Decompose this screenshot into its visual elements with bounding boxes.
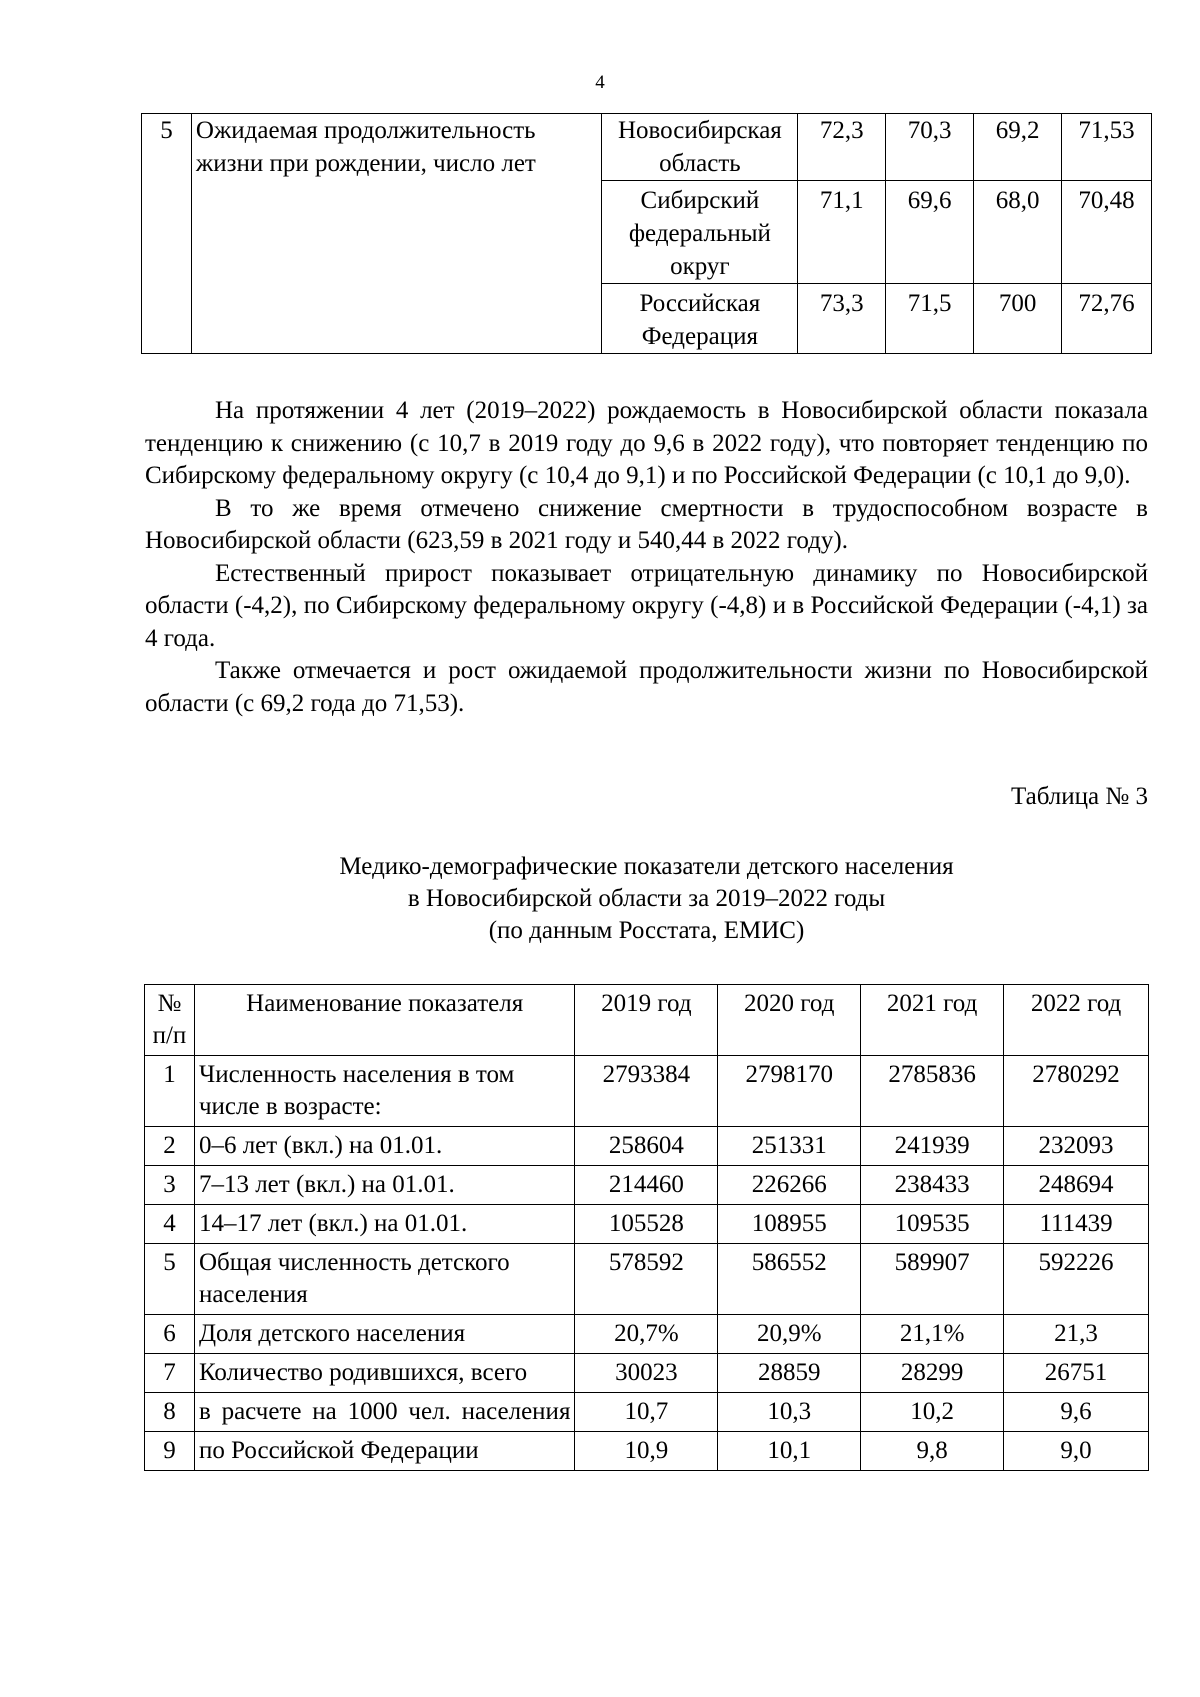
value-cell: 10,2 xyxy=(861,1393,1004,1432)
life-expectancy-table xyxy=(141,113,1152,354)
value-cell: 9,0 xyxy=(1004,1432,1149,1471)
value-cell: 2785836 xyxy=(861,1056,1004,1127)
value-cell: 10,3 xyxy=(718,1393,861,1432)
value-cell: 700 xyxy=(974,284,1062,354)
table-row xyxy=(142,114,1152,181)
row-number: 7 xyxy=(145,1354,195,1393)
value-cell: 226266 xyxy=(718,1166,861,1205)
region-cell: Сибирский федеральный округ xyxy=(602,181,798,284)
region-cell: Российская Федерация xyxy=(602,284,798,354)
paragraph: На протяжении 4 лет (2019–2022) рождаемость в Новосибирской области показала тенденцию к снижению (с 10,7 в 2019 году до 9,6 в 2022 году), что повторяет тенденцию по Сибирскому федеральному округу (с 10,4 до 9,1) и по Российской Федерации (с 10,1 до 9,0). xyxy=(145,397,1148,489)
indicator-name: Численность населения в том числе в возрасте: xyxy=(194,1056,574,1127)
value-cell: 71,1 xyxy=(798,181,886,284)
value-cell: 21,3 xyxy=(1004,1315,1149,1354)
value-cell: 71,53 xyxy=(1062,114,1152,181)
child-demographics-table xyxy=(144,984,1149,1471)
table-row xyxy=(145,1354,1149,1393)
indicator-name-text: в расчете на 1000 чел. населения xyxy=(198,1398,571,1425)
value-cell: 10,7 xyxy=(575,1393,718,1432)
table-row xyxy=(145,1205,1149,1244)
caption-line: в Новосибирской области за 2019–2022 годы xyxy=(407,885,886,912)
value-cell: 2780292 xyxy=(1004,1056,1149,1127)
row-number: 6 xyxy=(145,1315,195,1354)
value-cell: 68,0 xyxy=(974,181,1062,284)
value-cell: 70,48 xyxy=(1062,181,1152,284)
value-cell: 214460 xyxy=(575,1166,718,1205)
value-cell: 10,9 xyxy=(575,1432,718,1471)
row-number: 4 xyxy=(145,1205,195,1244)
value-cell: 578592 xyxy=(575,1244,718,1315)
value-cell: 26751 xyxy=(1004,1354,1149,1393)
indicator-name: 7–13 лет (вкл.) на 01.01. xyxy=(194,1166,574,1205)
column-header-name: Наименование показателя xyxy=(194,985,574,1056)
value-cell: 586552 xyxy=(718,1244,861,1315)
column-header-year: 2021 год xyxy=(861,985,1004,1056)
table-row xyxy=(145,1166,1149,1205)
table-row xyxy=(145,1393,1149,1432)
value-cell: 9,6 xyxy=(1004,1393,1149,1432)
value-cell: 69,6 xyxy=(886,181,974,284)
indicator-name: Ожидаемая продолжительность жизни при рождении, число лет xyxy=(191,114,601,354)
indicator-name: 14–17 лет (вкл.) на 01.01. xyxy=(194,1205,574,1244)
indicator-name: по Российской Федерации xyxy=(194,1432,574,1471)
table-row xyxy=(145,1315,1149,1354)
value-cell: 248694 xyxy=(1004,1166,1149,1205)
value-cell: 71,5 xyxy=(886,284,974,354)
value-cell: 2793384 xyxy=(575,1056,718,1127)
column-header-num: № п/п xyxy=(145,985,195,1056)
region-cell: Новосибирская область xyxy=(602,114,798,181)
indicator-name: 0–6 лет (вкл.) на 01.01. xyxy=(194,1127,574,1166)
row-number: 2 xyxy=(145,1127,195,1166)
value-cell: 21,1% xyxy=(861,1315,1004,1354)
paragraph: Естественный прирост показывает отрицательную динамику по Новосибирской области (-4,2), по Сибирскому федеральному округу (-4,8) и в Российской Федерации (-4,1) за 4 года. xyxy=(145,559,1148,652)
table-caption xyxy=(145,851,1148,947)
row-number: 9 xyxy=(145,1432,195,1471)
indicator-name xyxy=(194,1393,574,1432)
value-cell: 232093 xyxy=(1004,1127,1149,1166)
row-number: 3 xyxy=(145,1166,195,1205)
value-cell: 9,8 xyxy=(861,1432,1004,1471)
value-cell: 258604 xyxy=(575,1127,718,1166)
value-cell: 111439 xyxy=(1004,1205,1149,1244)
value-cell: 589907 xyxy=(861,1244,1004,1315)
row-number: 8 xyxy=(145,1393,195,1432)
value-cell: 10,1 xyxy=(718,1432,861,1471)
page-number: 4 xyxy=(595,72,605,93)
caption-line: Медико-демографические показатели детского населения xyxy=(339,853,954,880)
value-cell: 28299 xyxy=(861,1354,1004,1393)
body-text xyxy=(145,395,1148,720)
paragraph: В то же время отмечено снижение смертности в трудоспособном возрасте в Новосибирской области (623,59 в 2021 году и 540,44 в 2022 году). xyxy=(145,494,1148,554)
value-cell: 251331 xyxy=(718,1127,861,1166)
value-cell: 72,3 xyxy=(798,114,886,181)
value-cell: 238433 xyxy=(861,1166,1004,1205)
value-cell: 105528 xyxy=(575,1205,718,1244)
caption-line: (по данным Росстата, ЕМИС) xyxy=(488,917,805,944)
value-cell: 592226 xyxy=(1004,1244,1149,1315)
value-cell: 28859 xyxy=(718,1354,861,1393)
value-cell: 69,2 xyxy=(974,114,1062,181)
value-cell: 73,3 xyxy=(798,284,886,354)
row-number: 5 xyxy=(142,114,192,354)
value-cell: 72,76 xyxy=(1062,284,1152,354)
indicator-name: Доля детского населения xyxy=(194,1315,574,1354)
column-header-year: 2020 год xyxy=(718,985,861,1056)
value-cell: 241939 xyxy=(861,1127,1004,1166)
value-cell: 108955 xyxy=(718,1205,861,1244)
row-number: 5 xyxy=(145,1244,195,1315)
paragraph: Также отмечается и рост ожидаемой продолжительности жизни по Новосибирской области (с 69,2 года до 71,53). xyxy=(145,657,1148,717)
column-header-year: 2019 год xyxy=(575,985,718,1056)
table-row xyxy=(145,1244,1149,1315)
header-row xyxy=(145,985,1149,1056)
table-row xyxy=(145,1127,1149,1166)
indicator-name: Количество родившихся, всего xyxy=(194,1354,574,1393)
value-cell: 70,3 xyxy=(886,114,974,181)
value-cell: 20,9% xyxy=(718,1315,861,1354)
row-number: 1 xyxy=(145,1056,195,1127)
table-row xyxy=(145,1056,1149,1127)
value-cell: 109535 xyxy=(861,1205,1004,1244)
value-cell: 30023 xyxy=(575,1354,718,1393)
indicator-name: Общая численность детского населения xyxy=(194,1244,574,1315)
value-cell: 2798170 xyxy=(718,1056,861,1127)
table-label: Таблица № 3 xyxy=(1010,783,1148,810)
table-row xyxy=(145,1432,1149,1471)
value-cell: 20,7% xyxy=(575,1315,718,1354)
column-header-year: 2022 год xyxy=(1004,985,1149,1056)
